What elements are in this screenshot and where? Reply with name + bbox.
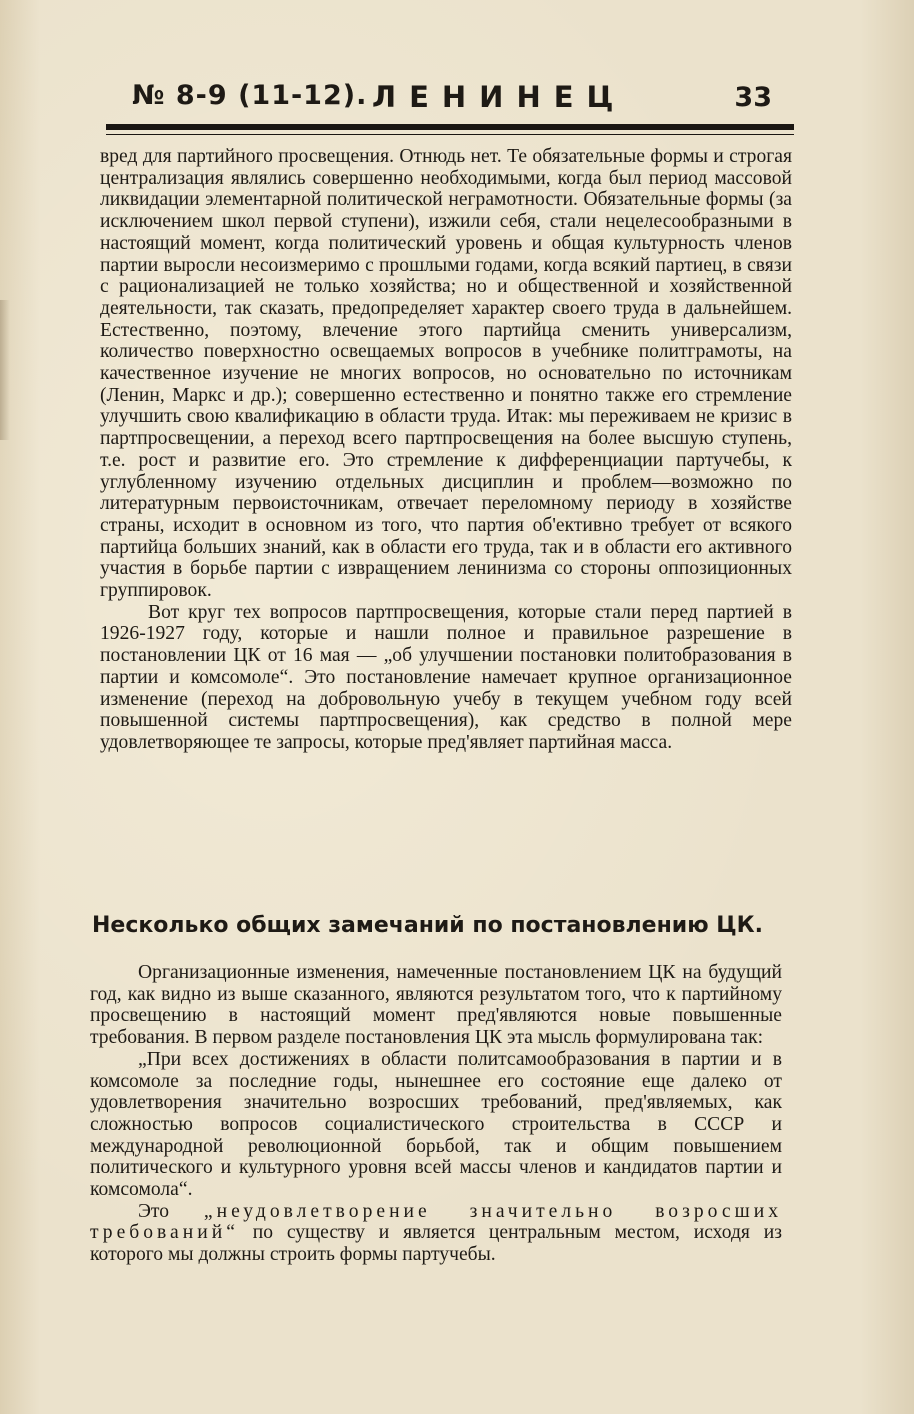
body-text	[100, 146, 792, 754]
section-text	[90, 962, 782, 1266]
section-quote: „При всех достижениях в области политсамообразования в партии и в комсомоле за последние годы, нынешнее его состояние еще далеко от удовлетворения значительно возросших требований, пред'являемых, как сложностью вопросов социалистического строительства в СССР и международной революционной борьбой, так и общим повышением политического и культурного уровня всей массы членов и кандидатов партии и комсомола“.	[90, 1048, 782, 1201]
section-paragraph-3	[90, 1201, 782, 1266]
paragraph-3-start: Это	[138, 1200, 204, 1222]
issue-number: № 8-9 (11-12).	[132, 80, 368, 111]
running-header	[132, 80, 792, 120]
spaced-emphasis: „неудовлетворение значительно возросших требований“	[90, 1200, 782, 1244]
header-rule-thick	[106, 124, 794, 130]
paragraph-1: вред для партийного просвещения. Отнюдь нет. Те обязательные формы и строгая централизация являлись совершенно необходимыми, когда был период массовой ликвидации элементарной политической неграмотности. Обязательные формы (за исключением школ первой ступени), изжили себя, стали нецелесообразными в настоящий момент, когда политический уровень и общая культурность членов партии выросли несоизмеримо с прошлыми годами, когда всякий партиец, в связи с рационализацией не только хозяйства; но и общественной и хозяйственной деятельности, так сказать, предопределяет характер своего труда в дальнейшем. Естественно, поэтому, влечение этого партийца сменить универсализм, количество поверхностно освещаемых вопросов в учебнике политграмоты, на качественное изучение не многих вопросов, но основательно по источникам (Ленин, Маркс и др.); совершенно естественно и понятно также его стремление улучшить свою квалификацию в области труда. Итак: мы переживаем не кризис в партпросвещении, а переход всего партпросвещения на более высшую ступень, т.е. рост и развитие его. Это стремление к дифференциации партучебы, к углубленному изучению отдельных дисциплин и проблем—возможно по литературным первоисточникам, отвечает переломному периоду в хозяйстве страны, исходит в основном из того, что партия об'ективно требует от всякого партийца больших знаний, как в области его труда, так и в области его активного участия в борьбе партии с извращением ленинизма со стороны оппозиционных группировок.	[100, 146, 792, 602]
page-edge-shadow	[0, 300, 10, 440]
paragraph-3-end: по существу и является центральным местом, исходя из которого мы должны строить формы партучебы.	[90, 1222, 782, 1266]
section-paragraph-1: Организационные изменения, намеченные постановлением ЦК на будущий год, как видно из выше сказанного, являются результатом того, что к партийному просвещению в настоящий момент пред'являются новые повышенные требования. В первом разделе постановления ЦК эта мысль формулирована так:	[90, 962, 782, 1049]
section-heading: Несколько общих замечаний по постановлению ЦК.	[92, 913, 763, 938]
page-number: 33	[734, 82, 772, 113]
header-rule-thin	[106, 134, 794, 135]
journal-title: ЛЕНИНЕЦ	[372, 80, 627, 114]
paragraph-2: Вот круг тех вопросов партпросвещения, которые стали перед партией в 1926-1927 году, которые и нашли полное и правильное разрешение в постановлении ЦК от 16 мая — „об улучшении постановки политобразования в партии и комсомоле“. Это постановление намечает крупное организационное изменение (переход на добровольную учебу в текущем учебном году всей повышенной системы партпросвещения), как средство в полной мере удовлетворяющее те запросы, которые пред'являет партийная масса.	[100, 601, 792, 753]
